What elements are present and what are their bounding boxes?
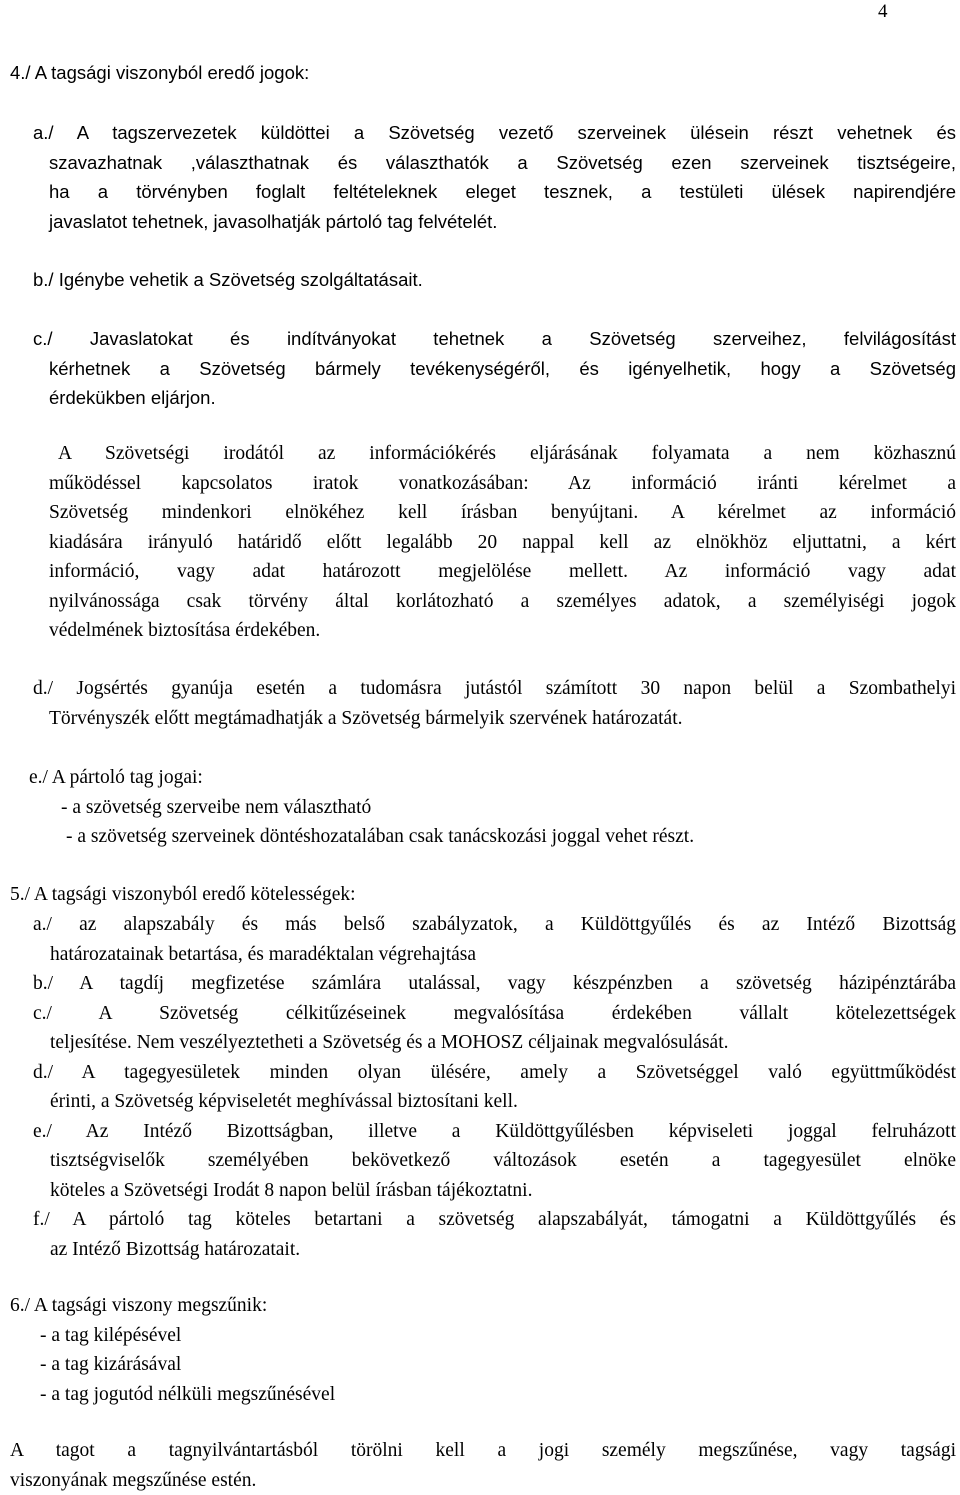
section-5-item-d: d./ A tagegyesületek minden olyan ülésére, amely a Szövetséggel való együttműködést érinti, a Szövetség képviseletét meghívással biztosítani kell.: [33, 1061, 956, 1112]
list-item: - a tag kizárásával: [40, 1354, 182, 1375]
section-5-item-a: a./ az alapszabály és más belső szabályzatok, a Küldöttgyűlés és az Intéző Bizottság határozatainak betartása, és maradéktalan végrehajtása: [33, 914, 956, 965]
information-request-paragraph: A Szövetségi irodától az információkérés eljárásának folyamata a nem közhasznú működéssel kapcsolatos iratok vonatkozásában: Az információ iránti kérelmet a Szövetség mindenkori elnökéhez kell írásban benyújtani. A kérelmet az információ kiadására irányuló határidő előtt legalább 20 nappal kell az elnökhöz eljuttatni, a kért információ, vagy adat határozott megjelölése mellett. Az információ vagy adat nyilvánossága csak törvény által korlátozható a személyes adatok, a személyiségi jogok védelmének biztosítása érdekében.: [49, 443, 956, 641]
section-4-item-d: d./ Jogsértés gyanúja esetén a tudomásra jutástól számított 30 napon belül a Szombathelyi Törvényszék előtt megtámadhatják a Szövetség bármelyik szervének határozatát.: [33, 678, 956, 729]
closing-paragraph: A tagot a tagnyilvántartásból törölni kell a jogi személy megszűnése, vagy tagsági viszonyának megszűnése estén.: [10, 1440, 956, 1491]
section-6-heading: 6./ A tagsági viszony megszűnik:: [10, 1295, 268, 1316]
section-5-list: [33, 910, 956, 1264]
section-5-heading: 5./ A tagsági viszonyból eredő kötelességek:: [10, 884, 356, 905]
section-5-item-f: f./ A pártoló tag köteles betartani a szövetség alapszabályát, támogatni a Küldöttgyűlés és az Intéző Bizottság határozatait.: [33, 1209, 956, 1260]
section-4-heading: 4./ A tagsági viszonyból eredő jogok:: [10, 62, 310, 83]
section-6: [10, 1291, 335, 1409]
section-4-item-b: b./ Igénybe vehetik a Szövetség szolgáltatásait.: [33, 269, 423, 290]
list-item: - a tag kilépésével: [40, 1324, 182, 1346]
list-item: - a tag jogutód nélküli megszűnésével: [40, 1383, 336, 1405]
section-5-item-e: e./ Az Intéző Bizottságban, illetve a Küldöttgyűlésben képviseleti joggal felruházott tisztségviselők személyében bekövetkező változások esetén a tagegyesület elnöke köteles a Szövetségi Irodát 8 napon belül írásban tájékoztatni.: [33, 1120, 956, 1201]
page-number: 4: [878, 1, 888, 22]
section-5-item-b: b./ A tagdíj megfizetése számlára utalással, vagy készpénzben a szövetség házipénztárába: [33, 973, 956, 994]
section-4-item-c: c./ Javaslatokat és indítványokat tehetnek a Szövetség szerveihez, felvilágosítást kérhetnek a Szövetség bármely tevékenységéről, és igényelhetik, hogy a Szövetség érdekükben eljárjon.: [33, 328, 956, 408]
section-4-item-e: e./ A pártoló tag jogai: - a szövetség szerveibe nem választható - a szövetség szerveinek döntéshozatalában csak tanácskozási joggal vehet részt.: [29, 767, 695, 847]
section-4-item-a: a./ A tagszervezetek küldöttei a Szövetség vezető szerveinek ülésein részt vehetnek és szavazhatnak ,választhatnak és választhatók a Szövetség ezen szerveinek tisztségeire, ha a törvényben foglalt feltételeknek eleget tesznek, a testületi ülések napirendjére javaslatot tehetnek, javasolhatják pártoló tag felvételét.: [33, 122, 956, 232]
section-5-item-c: c./ A Szövetség célkitűzéseinek megvalósítása érdekében vállalt kötelezettségek teljesítése. Nem veszélyeztetheti a Szövetség és a MOHOSZ céljainak megvalósulását.: [33, 1002, 956, 1053]
